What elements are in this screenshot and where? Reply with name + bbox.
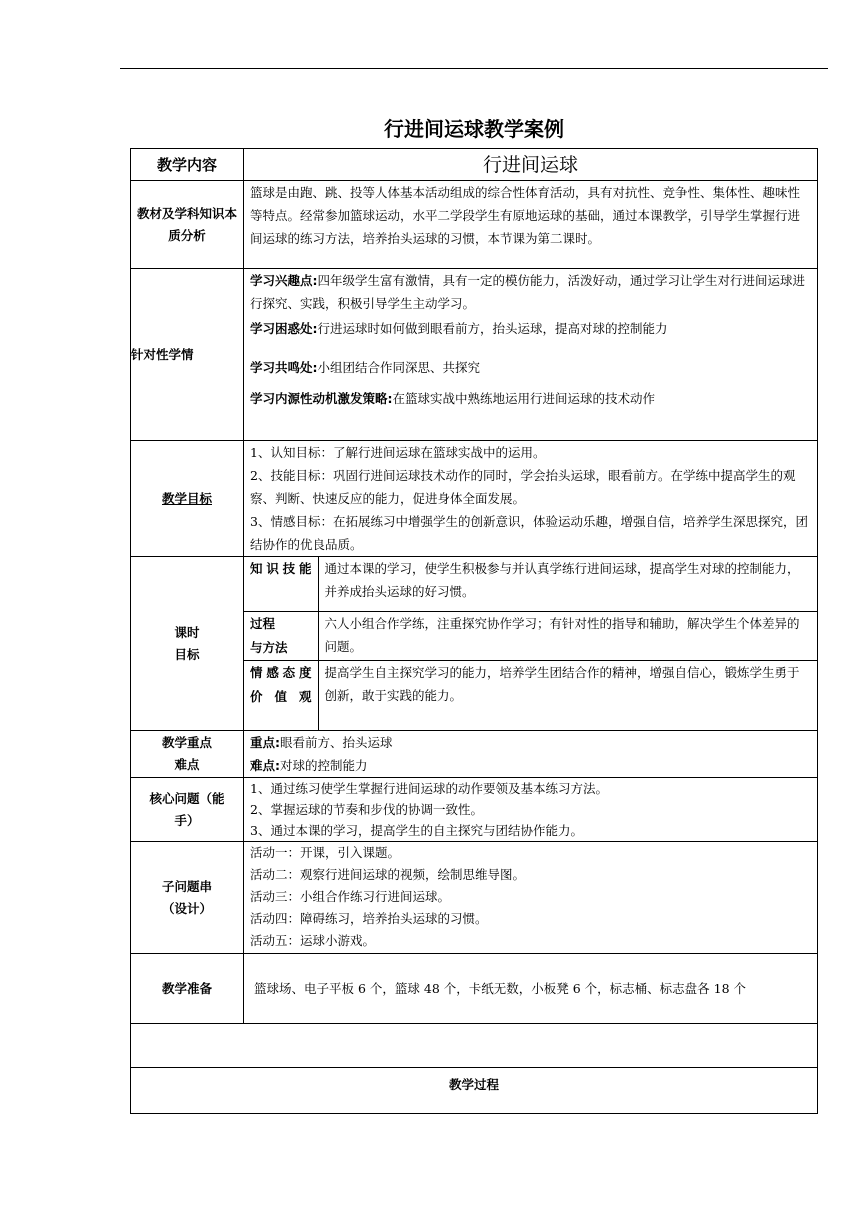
- interest-label: 学习兴趣点:: [250, 273, 318, 288]
- confusion-label: 学习困惑处:: [250, 321, 318, 336]
- motivation-label: 学习内源性动机激发策略:: [250, 391, 393, 406]
- analysis-label: 教材及学科知识本质分析: [131, 181, 244, 269]
- row-empty: [131, 1024, 818, 1068]
- row-lesson-goals: [131, 557, 818, 731]
- process-label-line1: 过程: [250, 615, 276, 631]
- preparation-text: 篮球场、电子平板 6 个，篮球 48 个，卡纸无数，小板凳 6 个，标志桶、标志盘各 18 个: [244, 954, 818, 1024]
- process-label-line2: 与方法: [250, 639, 288, 655]
- key-text: 眼看前方、抬头运球: [280, 735, 393, 750]
- goals-label: 教学目标: [131, 441, 244, 557]
- content-label: 教学内容: [131, 149, 244, 181]
- row-content: [131, 149, 818, 181]
- sub-questions-label-line1: 子问题串: [161, 878, 212, 894]
- lesson-goals-cell: [244, 557, 818, 731]
- key-points-label: [131, 731, 244, 778]
- emotion-label: 情感态度价值观: [250, 664, 312, 704]
- core-cell: [244, 778, 818, 842]
- activity-item: 活动五：运球小游戏。: [250, 933, 376, 948]
- key-points-label-line2: 难点: [174, 757, 200, 772]
- activity-item: 活动二：观察行进间运球的视频，绘制思维导图。: [250, 867, 526, 882]
- preparation-label: 教学准备: [131, 954, 244, 1024]
- emotion-text: 提高学生自主探究学习的能力，培养学生团结合作的精神，增强自信心，锻炼学生勇于创新，敢于实践的能力。: [318, 660, 817, 730]
- resonance-text: 小组团结合作同深思、共探究: [317, 360, 481, 375]
- interest-text: 四年级学生富有激情，具有一定的模仿能力，活泼好动，通过学习让学生对行进间运球进行探究、实践，积极引导学生主动学习。: [250, 273, 806, 311]
- confusion-text: 行进运球时如何做到眼看前方，抬头运球，提高对球的控制能力: [317, 321, 668, 336]
- knowledge-text: 通过本课的学习，使学生积极参与并认真学练行进间运球，提高学生对球的控制能力，并养成抬头运球的好习惯。: [318, 557, 817, 611]
- analysis-text: 篮球是由跑、跳、投等人体基本活动组成的综合性体育活动，具有对抗性、竞争性、集体性、趣味性等特点。经常参加篮球运动，水平二学段学生有原地运球的基础，通过本课教学，引导学生掌握行进间运球的练习方法，培养抬头运球的习惯，本节课为第二课时。: [244, 181, 818, 269]
- lesson-plan-table: [130, 148, 818, 1114]
- knowledge-label-cell: [244, 557, 318, 611]
- difficulty-label: 难点:: [250, 758, 280, 773]
- motivation-text: 在篮球实战中熟练地运用行进间运球的技术动作: [392, 391, 656, 406]
- key-points-cell: [244, 731, 818, 778]
- goal-item: 2、技能目标：巩固行进间运球技术动作的同时，学会抬头运球，眼看前方。在学练中提高学生的观察、判断、快速反应的能力，促进身体全面发展。: [250, 468, 796, 506]
- situation-cell: [244, 269, 818, 441]
- sub-questions-label: [131, 842, 244, 954]
- lesson-goals-label: [131, 557, 244, 731]
- document-title: 行进间运球教学案例: [384, 117, 564, 141]
- core-item: 3、通过本课的学习，提高学生的自主探究与团结协作能力。: [250, 823, 583, 838]
- sub-questions-cell: [244, 842, 818, 954]
- knowledge-label: 知识技能: [250, 561, 312, 576]
- goal-item: 1、认知目标：了解行进间运球在篮球实战中的运用。: [250, 445, 546, 460]
- row-analysis: [131, 181, 818, 269]
- motivation-paragraph: [250, 387, 811, 410]
- process-cell: [131, 1068, 818, 1114]
- difficulty-text: 对球的控制能力: [280, 758, 368, 773]
- core-item: 1、通过练习使学生掌握行进间运球的动作要领及基本练习方法。: [250, 781, 608, 796]
- confusion-paragraph: [250, 317, 811, 340]
- row-goals: [131, 441, 818, 557]
- activity-item: 活动四：障碍练习，培养抬头运球的习惯。: [250, 911, 488, 926]
- core-label: [131, 778, 244, 842]
- lesson-goals-label-line1: 课时: [174, 624, 200, 640]
- row-sub-questions: [131, 842, 818, 954]
- lesson-goals-subtable: [244, 557, 817, 730]
- core-label-line2: 手）: [174, 812, 200, 828]
- key-label: 重点:: [250, 735, 280, 750]
- process-label: 教学过程: [448, 1077, 499, 1092]
- resonance-label: 学习共鸣处:: [250, 360, 318, 375]
- lesson-goals-label-line2: 目标: [174, 646, 200, 662]
- knowledge-row: [244, 557, 817, 611]
- core-item: 2、掌握运球的节奏和步伐的协调一致性。: [250, 802, 483, 817]
- row-core: [131, 778, 818, 842]
- goals-cell: [244, 441, 818, 557]
- goal-item: 3、情感目标：在拓展练习中增强学生的创新意识，体验运动乐趣，增强自信，培养学生深思探究，团结协作的优良品质。: [250, 514, 808, 552]
- process-row: [244, 611, 817, 660]
- emotion-row: [244, 660, 817, 730]
- row-process: [131, 1068, 818, 1114]
- emotion-label-cell: [244, 660, 318, 730]
- process-text: 六人小组合作学练，注重探究协作学习；有针对性的指导和辅助，解决学生个体差异的问题。: [318, 611, 817, 660]
- row-key-points: [131, 731, 818, 778]
- situation-label: 针对性学情: [131, 269, 244, 441]
- key-points-label-line1: 教学重点: [161, 735, 212, 750]
- empty-cell: [131, 1024, 818, 1068]
- activity-item: 活动三：小组合作练习行进间运球。: [250, 889, 451, 904]
- row-preparation: [131, 954, 818, 1024]
- sub-questions-label-line2: （设计）: [161, 900, 212, 916]
- interest-paragraph: [250, 269, 811, 315]
- activity-item: 活动一：开课，引入课题。: [250, 845, 401, 860]
- header-rule: [120, 68, 828, 69]
- row-situation: [131, 269, 818, 441]
- content-value: 行进间运球: [244, 149, 818, 181]
- core-label-line1: 核心问题（能: [149, 790, 225, 806]
- process-label-cell: [244, 611, 318, 660]
- resonance-paragraph: [250, 356, 811, 379]
